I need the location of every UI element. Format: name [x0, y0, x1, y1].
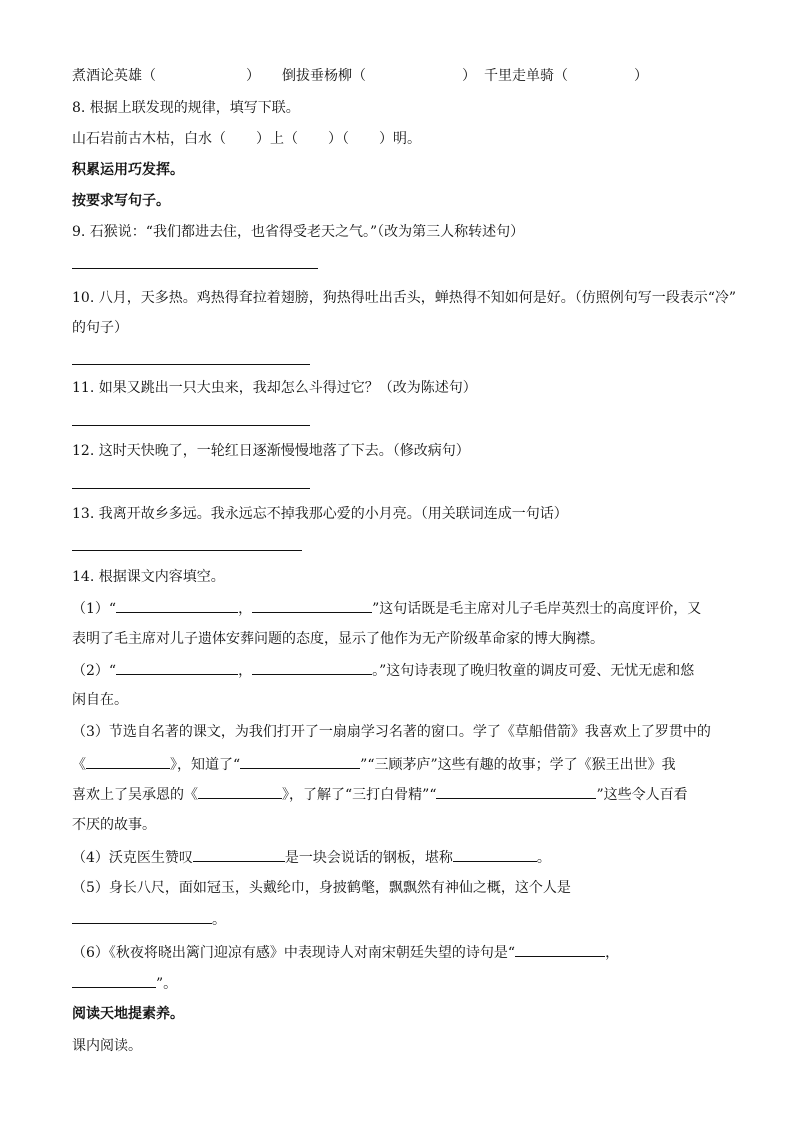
q14-p2-open: （2）“ — [72, 663, 117, 679]
q14-p3-text3: 喜欢上了吴承恩的《 — [72, 787, 198, 803]
q14-part5-line1: （5）身长八尺，面如冠玉，头戴纶巾，身披鹤氅，飘飘然有神仙之概，这个人是 — [72, 880, 571, 896]
q12-text: 12. 这时天快晚了，一轮红日逐渐慢慢地落了下去。（修改病句） — [72, 443, 470, 459]
q14-p6-text: （6）《秋夜将晓出篱门迎凉有感》中表现诗人对南宋朝廷失望的诗句是“ — [72, 945, 516, 961]
q11-answer-line[interactable] — [72, 425, 310, 426]
q14-p3-text4: 》，了解了“三打白骨精”“ — [282, 787, 437, 803]
q14-part1-line2: 表明了毛主席对儿子遗体安葬问题的态度，显示了他作为无产阶级革命家的博大胸襟。 — [72, 631, 604, 647]
q11-text: 11. 如果又跳出一只大虫来，我却怎么斗得过它？（改为陈述句） — [72, 380, 477, 396]
q7-item1-close: ） — [246, 68, 260, 84]
q7-item2-close: ） — [462, 68, 476, 84]
q14-prompt: 14. 根据课文内容填空。 — [72, 569, 225, 585]
q14-part6-line2 — [72, 973, 177, 994]
q10-answer-line[interactable] — [72, 364, 310, 365]
q14-part5-line2 — [72, 909, 226, 930]
q14-p2-blank1[interactable] — [116, 660, 238, 675]
q14-part1-line1 — [72, 598, 701, 619]
q14-p4-blank1[interactable] — [193, 847, 285, 862]
q14-p2-comma: ， — [238, 663, 253, 679]
q8-text-c: ）（ — [328, 131, 349, 147]
q14-part6-line1 — [72, 942, 619, 963]
q14-p4-text2: 是一块会说话的钢板，堪称 — [284, 850, 453, 866]
q7-item1: 煮酒论英雄（ — [72, 68, 156, 84]
section-heading-accumulate: 积累运用巧发挥。 — [72, 162, 184, 178]
section-heading-reading: 阅读天地提素养。 — [72, 1006, 184, 1022]
q7-item3: 千里走单骑（ — [484, 68, 568, 84]
q14-p1-open: （1）“ — [72, 601, 117, 617]
q8-prompt: 8. 根据上联发现的规律，填写下联。 — [72, 100, 300, 116]
q10-text-line2: 的句子） — [72, 320, 128, 336]
q14-part4 — [72, 847, 551, 868]
section-heading-sentences: 按要求写句子。 — [72, 193, 170, 209]
q7-item2: 倒拔垂杨柳（ — [282, 68, 366, 84]
q14-p3-text1: 》，知道了“ — [170, 757, 241, 773]
q8-text-b: ）上（ — [256, 131, 298, 147]
q14-part3-line2 — [72, 754, 676, 775]
q14-p3-blank2[interactable] — [240, 754, 360, 769]
q14-p2-text: 。”这句诗表现了晚归牧童的调皮可爱、无忧无虑和悠 — [372, 663, 695, 679]
q14-p5-blank[interactable] — [72, 909, 212, 924]
q14-p3-blank1[interactable] — [86, 754, 170, 769]
q14-part3-line4: 不厌的故事。 — [72, 817, 156, 833]
q14-p4-text1: （4）沃克医生赞叹 — [72, 850, 193, 866]
q13-answer-line[interactable] — [72, 550, 302, 551]
q10-text-line1: 10. 八月，天多热。鸡热得耷拉着翅膀，狗热得吐出舌头，蝉热得不知如何是好。（仿照例句写一段表示“冷” — [72, 290, 737, 306]
q14-p5-period: 。 — [212, 912, 226, 928]
q8-couplet — [72, 129, 421, 149]
q14-p6-blank2[interactable] — [72, 973, 156, 988]
reading-intro: 课内阅读。 — [72, 1038, 142, 1054]
q14-p2-blank2[interactable] — [252, 660, 372, 675]
q14-part2-line2: 闲自在。 — [72, 692, 128, 708]
q14-p3-text5: ”这些令人百看 — [596, 787, 688, 803]
q14-p6-comma: ， — [605, 945, 620, 961]
q14-p1-comma: ， — [238, 601, 253, 617]
q14-p1-blank1[interactable] — [116, 598, 238, 613]
q13-text: 13. 我离开故乡多远。我永远忘不掉我那心爱的小月亮。（用关联词连成一句话） — [72, 506, 568, 522]
q14-part3-line1: （3）节选自名著的课文，为我们打开了一扇扇学习名著的窗口。学了《草船借箭》我喜欢上了罗贯中的 — [72, 724, 711, 740]
q14-p1-text: ”这句话既是毛主席对儿子毛岸英烈士的高度评价，又 — [372, 601, 702, 617]
q14-p4-blank2[interactable] — [453, 847, 537, 862]
q14-p1-blank2[interactable] — [252, 598, 372, 613]
q9-answer-line[interactable] — [72, 268, 318, 269]
q14-part2-line1 — [72, 660, 694, 681]
q7-line — [72, 66, 648, 86]
q8-text-a: 山石岩前古木枯，白水（ — [72, 131, 226, 147]
q14-p3-book-open: 《 — [72, 757, 86, 773]
q14-p3-blank3[interactable] — [198, 784, 282, 799]
q12-answer-line[interactable] — [72, 488, 310, 489]
q14-p3-blank4[interactable] — [436, 784, 596, 799]
q14-p3-text2: ”“三顾茅庐”这些有趣的故事；学了《猴王出世》我 — [360, 757, 676, 773]
q14-part3-line3 — [72, 784, 688, 805]
q14-p6-close: ”。 — [156, 976, 178, 992]
q9-text: 9. 石猴说：“我们都进去住，也省得受老天之气。”（改为第三人称转述句） — [72, 224, 525, 240]
q14-p4-period: 。 — [536, 850, 551, 866]
q8-text-d: ）明。 — [379, 131, 421, 147]
q14-p6-blank1[interactable] — [515, 942, 605, 957]
q7-item3-close: ） — [634, 68, 648, 84]
